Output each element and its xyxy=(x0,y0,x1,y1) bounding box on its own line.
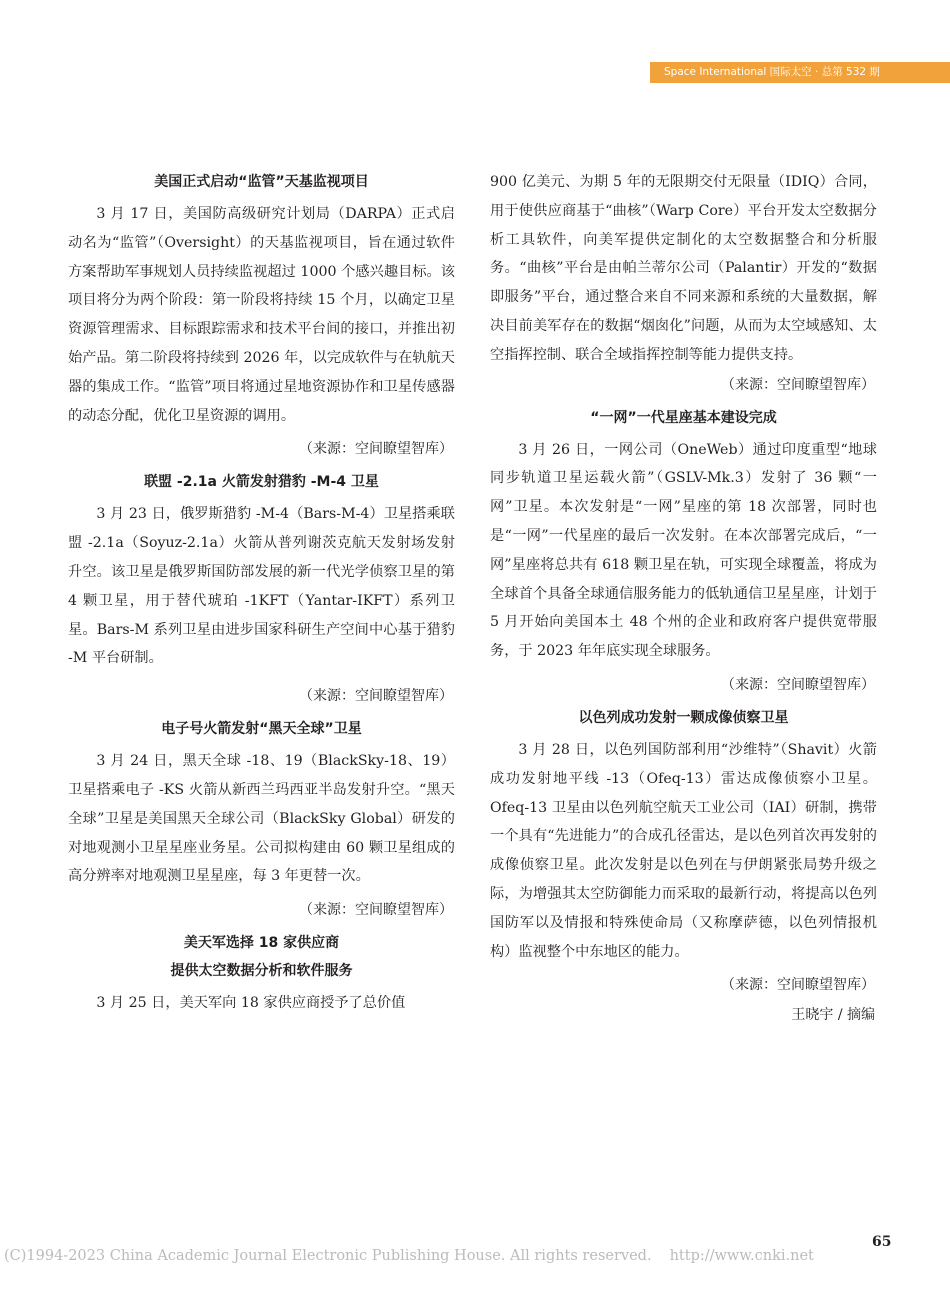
article-title-ofeq13: 以色列成功发射一颗成像侦察卫星 xyxy=(578,709,789,726)
article-body-spaceforce-cont: 900 亿美元、为期 5 年的无限期交付无限量（IDIQ）合同，用于使供应商基于“曲核”（Warp Core）平台开发太空数据分析工具软件，向美军提供定制化的太空数据整合和分析服务。“曲核”平台是由帕兰蒂尔公司（Palantir）开发的“数据即服务”平台，通过整合来自不同来源和系统的大量数据，解决目前美军存在的数据“烟囱化”问题，从而为太空域感知、太空指挥控制、联合全域指挥控制等能力提供支持。 xyxy=(490,174,877,363)
article-title-spaceforce-line1: 美天军选择 18 家供应商 xyxy=(183,935,340,952)
article-source-bars-m4: （来源：空间瞭望智库） xyxy=(299,688,453,705)
article-body-bars-m4: 3 月 23 日，俄罗斯猎豹 -M-4（Bars-M-4）卫星搭乘联盟 -2.1a（Soyuz-2.1a）火箭从普列谢茨克航天发射场发射升空。该卫星是俄罗斯国防部发展的新一代光学侦察卫星的第 4 颗卫星，用于替代琥珀 -1KFT（Yantar-IKFT）系列卫星。Bars-M 系列卫星由进步国家科研生产空间中心基于猎豹 -M 平台研制。 xyxy=(68,506,455,667)
article-body-blacksky: 3 月 24 日，黑天全球 -18、19（BlackSky-18、19）卫星搭乘电子 -KS 火箭从新西兰玛西亚半岛发射升空。“黑天全球”卫星是美国黑天全球公司（BlackSky Global）研发的对地观测小卫星星座业务星。公司拟构建由 60 颗卫星组成的高分辨率对地观测卫星星座，每 3 年更替一次。 xyxy=(68,753,455,885)
article-source-oneweb: （来源：空间瞭望智库） xyxy=(721,676,875,693)
editor-credit: 王晓宇 / 摘编 xyxy=(791,1007,875,1024)
article-body-oneweb: 3 月 26 日，一网公司（OneWeb）通过印度重型“地球同步轨道卫星运载火箭”（GSLV-Mk.3）发射了 36 颗“一网”卫星。本次发射是“一网”星座的第 18 次部署，同时也是“一网”一代星座的最后一次发射。在本次部署完成后，“一网”星座将总共有 618 颗卫星在轨，可实现全球覆盖，将成为全球首个具备全球通信服务能力的低轨通信卫星星座，计划于 5 月开始向美国本土 48 个州的企业和政府客户提供宽带服务，于 2023 年年底实现全球服务。 xyxy=(490,441,877,660)
article-body-ofeq13: 3 月 28 日，以色列国防部利用“沙维特”（Shavit）火箭成功发射地平线 -13（Ofeq-13）雷达成像侦察小卫星。Ofeq-13 卫星由以色列航空航天工业公司（IAI）研制，携带一个具有“先进能力”的合成孔径雷达，是以色列首次再发射的成像侦察卫星。此次发射是以色列在与伊朗紧张局势升级之际，为增强其太空防御能力而采取的最新行动，将提高以色列国防军以及情报和特殊使命局（又称摩萨德，以色列情报机构）监视整个中东地区的能力。 xyxy=(490,741,877,960)
footer-url: http://www.cnki.net xyxy=(669,1248,814,1264)
article-source-spaceforce: （来源：空间瞭望智库） xyxy=(721,376,875,393)
article-source-oversight: （来源：空间瞭望智库） xyxy=(299,441,453,458)
article-title-blacksky: 电子号火箭发射“黑天全球”卫星 xyxy=(161,721,362,738)
article-source-ofeq13: （来源：空间瞭望智库） xyxy=(721,977,875,994)
page-number: 65 xyxy=(872,1234,892,1250)
article-body-spaceforce-start: 3 月 25 日，美天军向 18 家供应商授予了总价值 xyxy=(96,995,406,1012)
right-column xyxy=(490,168,877,1030)
copyright-footer xyxy=(0,1248,950,1264)
running-head: Space International 国际太空 · 总第 532 期 xyxy=(650,62,950,83)
article-source-blacksky: （来源：空间瞭望智库） xyxy=(299,902,453,919)
article-body-oversight: 3 月 17 日，美国防高级研究计划局（DARPA）正式启动名为“监管”（Oversight）的天基监视项目，旨在通过软件方案帮助军事规划人员持续监视超过 1000 个感兴趣目标。该项目将分为两个阶段：第一阶段将持续 15 个月，以确定卫星资源管理需求、目标跟踪需求和技术平台间的接口，并推出初始产品。第二阶段将持续到 2026 年，以完成软件与在轨航天器的集成工作。“监管”项目将通过星地资源协作和卫星传感器的动态分配，优化卫星资源的调用。 xyxy=(68,206,455,424)
article-title-oneweb: “一网”一代星座基本建设完成 xyxy=(590,409,777,426)
article-title-bars-m4: 联盟 -2.1a 火箭发射猎豹 -M-4 卫星 xyxy=(144,474,379,491)
article-title-oversight: 美国正式启动“监管”天基监视项目 xyxy=(154,174,369,190)
left-column xyxy=(68,168,455,1018)
copyright-text: (C)1994-2023 China Academic Journal Electronic Publishing House. All rights reserved. xyxy=(4,1248,652,1264)
article-title-spaceforce-line2: 提供太空数据分析和软件服务 xyxy=(170,963,353,980)
